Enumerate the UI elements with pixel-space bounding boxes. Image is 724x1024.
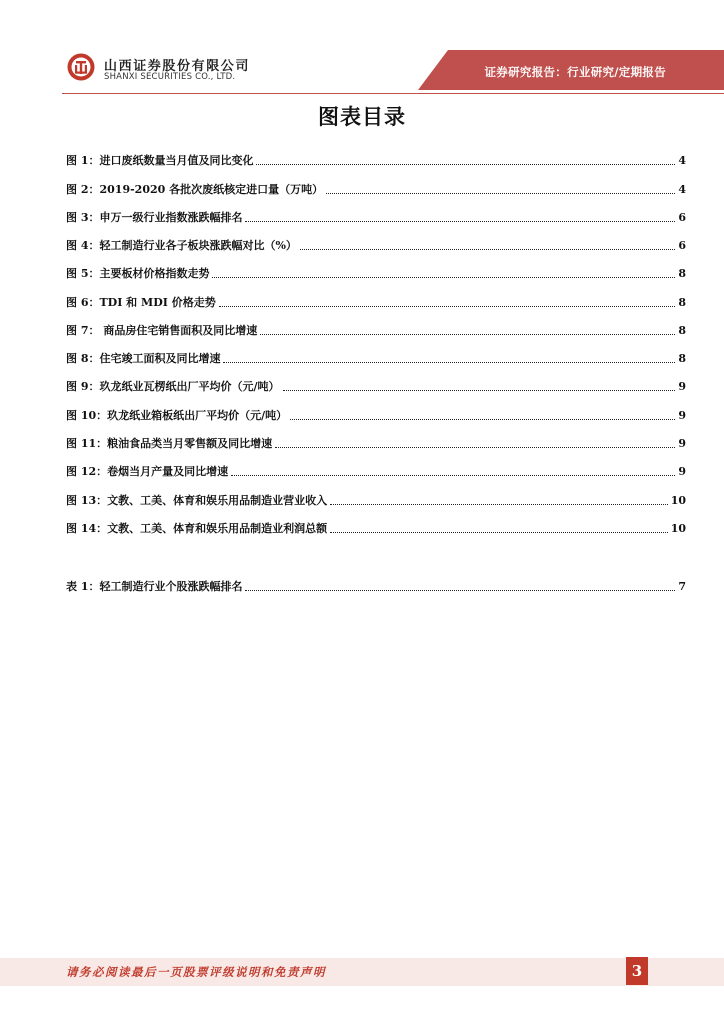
dot-leader bbox=[245, 590, 675, 591]
dot-leader bbox=[326, 193, 675, 194]
toc-entry-figure-6[interactable] bbox=[66, 292, 686, 310]
dot-leader bbox=[223, 362, 675, 363]
toc-entry-page: 4 bbox=[678, 154, 686, 167]
toc-entry-label: 图 8：住宅竣工面积及同比增速 bbox=[66, 352, 221, 365]
dot-leader bbox=[212, 277, 675, 278]
dot-leader bbox=[290, 419, 675, 420]
dot-leader bbox=[283, 390, 676, 391]
dot-leader bbox=[219, 306, 676, 307]
toc-entry-label: 图 6：TDI 和 MDI 价格走势 bbox=[66, 296, 216, 309]
toc-entry-label: 图 3：申万一级行业指数涨跌幅排名 bbox=[66, 211, 243, 224]
dot-leader bbox=[275, 447, 675, 448]
toc-entry-figure-10[interactable] bbox=[66, 405, 686, 423]
toc-entry-figure-7[interactable] bbox=[66, 320, 686, 338]
toc-entry-figure-12[interactable] bbox=[66, 461, 686, 479]
toc-entry-figure-9[interactable] bbox=[66, 376, 686, 394]
toc-entry-figure-3[interactable] bbox=[66, 207, 686, 225]
toc-entry-page: 6 bbox=[678, 211, 686, 224]
toc-entry-label: 图 4：轻工制造行业各子板块涨跌幅对比（%） bbox=[66, 239, 297, 252]
toc-entry-figure-11[interactable] bbox=[66, 433, 686, 451]
report-type-text: 证券研究报告：行业研究/定期报告 bbox=[484, 65, 666, 79]
toc-entry-page: 7 bbox=[678, 580, 686, 593]
dot-leader bbox=[300, 249, 675, 250]
company-name-en: SHANXI SECURITIES CO., LTD. bbox=[104, 72, 236, 82]
toc-entry-page: 10 bbox=[670, 494, 686, 507]
toc-entry-page: 4 bbox=[678, 183, 686, 196]
toc-entry-label: 图 2：2019-2020 各批次废纸核定进口量（万吨） bbox=[66, 183, 324, 196]
shanxi-securities-logo-icon bbox=[66, 52, 96, 82]
toc-entry-page: 8 bbox=[678, 296, 686, 309]
toc-entry-page: 9 bbox=[678, 465, 686, 478]
dot-leader bbox=[231, 475, 675, 476]
toc-entry-label: 图 7： 商品房住宅销售面积及同比增速 bbox=[66, 324, 258, 337]
toc-entry-table-1[interactable] bbox=[66, 576, 686, 594]
toc-entry-figure-2[interactable] bbox=[66, 179, 686, 197]
toc-entry-page: 6 bbox=[678, 239, 686, 252]
toc-entry-figure-8[interactable] bbox=[66, 348, 686, 366]
toc-entry-label: 图 9：玖龙纸业瓦楞纸出厂平均价（元/吨） bbox=[66, 380, 280, 393]
dot-leader bbox=[330, 504, 668, 505]
header-divider bbox=[62, 93, 724, 94]
toc-entry-figure-1[interactable] bbox=[66, 150, 686, 168]
toc-entry-label: 图 1：进口废纸数量当月值及同比变化 bbox=[66, 154, 254, 167]
toc-entry-figure-5[interactable] bbox=[66, 263, 686, 281]
toc-entry-label: 图 14：文教、工美、体育和娱乐用品制造业利润总额 bbox=[66, 522, 328, 535]
page-title: 图表目录 bbox=[318, 105, 406, 129]
toc-entry-label: 图 13：文教、工美、体育和娱乐用品制造业营业收入 bbox=[66, 494, 328, 507]
toc-entry-page: 8 bbox=[678, 324, 686, 337]
toc-entry-label: 表 1：轻工制造行业个股涨跌幅排名 bbox=[66, 580, 243, 593]
toc-entry-figure-13[interactable] bbox=[66, 490, 686, 508]
page-header bbox=[0, 0, 724, 100]
footer-disclaimer: 请务必阅读最后一页股票评级说明和免责声明 bbox=[66, 965, 326, 979]
toc-entry-label: 图 11：粮油食品类当月零售额及同比增速 bbox=[66, 437, 273, 450]
page-number: 3 bbox=[626, 957, 648, 985]
toc-entry-page: 9 bbox=[678, 409, 686, 422]
toc-entry-figure-4[interactable] bbox=[66, 235, 686, 253]
dot-leader bbox=[256, 164, 675, 165]
company-name-cn: 山西证券股份有限公司 bbox=[104, 59, 251, 74]
toc-entry-label: 图 12：卷烟当月产量及同比增速 bbox=[66, 465, 229, 478]
dot-leader bbox=[330, 532, 668, 533]
toc-entry-page: 8 bbox=[678, 267, 686, 280]
toc-entry-figure-14[interactable] bbox=[66, 518, 686, 536]
dot-leader bbox=[260, 334, 675, 335]
toc-entry-page: 9 bbox=[678, 380, 686, 393]
dot-leader bbox=[245, 221, 675, 222]
toc-entry-label: 图 5：主要板材价格指数走势 bbox=[66, 267, 210, 280]
toc-entry-page: 9 bbox=[678, 437, 686, 450]
toc-entry-page: 10 bbox=[670, 522, 686, 535]
toc-entry-label: 图 10：玖龙纸业箱板纸出厂平均价（元/吨） bbox=[66, 409, 288, 422]
toc-entry-page: 8 bbox=[678, 352, 686, 365]
